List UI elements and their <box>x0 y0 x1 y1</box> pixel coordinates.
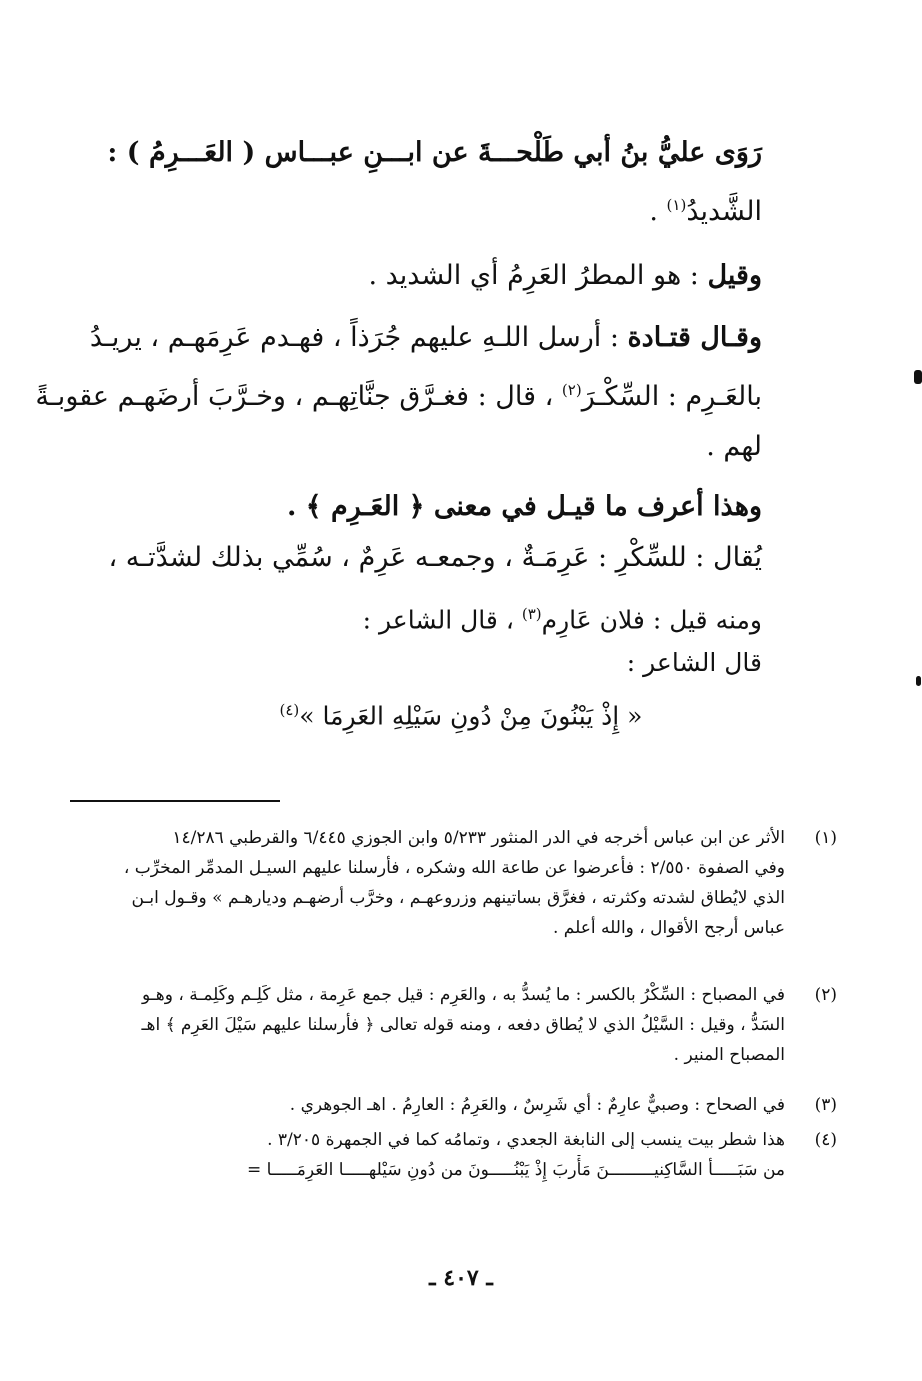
body-line-1 <box>107 133 762 173</box>
footnote-1-line: وفي الصفوة ٢/٥٥٠ : فأعرضوا عن طاعة الله وشكره ، فأرسلنا عليهم السيـل المدمِّر المخرِّب ، <box>123 858 785 878</box>
footnote-4-text <box>75 1125 785 1185</box>
footnote-4-line: هذا شطر بيت ينسب إلى النابغة الجعدي ، وتمامُه كما في الجمهرة ٣/٢٠٥ . <box>267 1130 785 1150</box>
body-line-6 <box>706 427 762 467</box>
body-line-3 <box>368 256 762 296</box>
footnote-1-line: عباس أرجح الأقوال ، والله أعلم . <box>553 918 785 938</box>
footnote-3-number: (٣) <box>814 1095 837 1115</box>
body-line-5 <box>35 370 762 417</box>
footnote-ref-3: (٣) <box>521 605 542 623</box>
footnote-1-line: الأثر عن ابن عباس أخرجه في الدر المنثور ٥/٢٣٣ وابن الجوزي ٦/٤٤٥ والقرطبي ١٤/٢٨٦ <box>172 828 785 848</box>
footnote-3-text <box>75 1090 785 1120</box>
body-line-9 <box>363 594 762 640</box>
line-4-lead: وقـال قتـادة <box>627 322 762 353</box>
verse-quote <box>0 690 922 736</box>
line-5-end: ، قال : فغـرَّق جنَّاتِهـم ، وخـرَّبَ أرضَهـم عقوبـةً <box>35 381 562 412</box>
footnote-1-number: (١) <box>814 828 837 848</box>
line-5-text: بالعَـرِم : السِّكْـرَ <box>581 381 762 412</box>
body-line-8 <box>108 538 762 578</box>
footnote-4-verse: من سَبَـــــأ السَّاكِنيـــــــــنَ مَأْربَ إِذْ يَبْنُـــــونَ من دُونِ سَيْلهـــــا العَرِمَـــــا = <box>246 1160 785 1180</box>
body-line-2 <box>649 185 762 232</box>
footnote-2 <box>75 980 837 1070</box>
footnote-ref-2: (٢) <box>561 381 582 399</box>
page-number: ـ ٤٠٧ ـ <box>429 1265 493 1291</box>
footnote-2-line: السَدُّ ، وقيل : السَّيْلُ الذي لا يُطاق دفعه ، ومنه قوله تعالى ﴿ فأرسلنا عليهم سَيْلَ العَرِم ﴾ اهـ <box>141 1015 785 1035</box>
line-9-end: ، قال الشاعر : <box>362 605 522 635</box>
footnote-3 <box>75 1090 837 1120</box>
footnote-2-text <box>75 980 785 1070</box>
margin-mark <box>916 676 921 686</box>
body-line-7 <box>287 487 762 527</box>
line-8-text: يُقال : للسِّكْرِ : عَرِمَـةٌ ، وجمعـه عَرِمٌ ، سُمِّي بذلك لشدَّتـه ، <box>108 542 762 573</box>
footnote-ref-4: (٤) <box>279 701 300 719</box>
line-7-text: وهذا أعرف ما قيـل في معنى ﴿ العَـرِم ﴾ . <box>286 491 762 522</box>
footnote-1 <box>75 823 837 943</box>
footnote-2-line: المصباح المنير . <box>673 1045 785 1065</box>
verse-text: « إِذْ يَبْنُونَ مِنْ دُونِ سَيْلِهِ العَرِمَا » <box>299 701 643 731</box>
line-10-text: قال الشاعر : <box>626 648 762 677</box>
margin-mark <box>914 370 922 384</box>
footnote-ref-1: (١) <box>666 196 687 214</box>
body-line-4 <box>90 318 762 358</box>
line-4-text: : أرسل اللـهِ عليهم جُرَذاً ، فهـدم عَرِمَهـم ، يريـدُ <box>89 322 628 353</box>
footnote-4-number: (٤) <box>814 1130 837 1150</box>
footnote-2-number: (٢) <box>814 985 837 1005</box>
body-line-10 <box>627 643 762 683</box>
line-9-text: ومنه قيل : فلان عَارِم <box>541 605 762 635</box>
footnote-2-line: في المصباح : السِّكْرُ بالكسر : ما يُسدُّ به ، والعَرِم : قيل جمع عَرِمة ، مثل كَلِـم وكَلِمـة ، وهـو <box>142 985 785 1005</box>
footnote-1-text <box>75 823 785 943</box>
footnote-1-line: الذي لايُطاق لشدته وكثرته ، فغرَّق بساتينهم وزروعهـم ، وخرَّب أرضهـم وديارهـم » وقـول ابـن <box>131 888 785 908</box>
footnote-3-line: في الصحاح : وصبيٌّ عارِمٌ : أي شَرِسٌ ، والعَرِمُ : العارِمُ . اهـ الجوهري . <box>289 1095 785 1115</box>
line-2-text: الشَّديدُ <box>686 196 762 227</box>
footnote-4 <box>75 1125 837 1185</box>
line-3-lead: وقيل <box>707 260 762 291</box>
line-1-text: رَوَى عليُّ بنُ أبي طَلْحـــةَ عن ابـــنِ عبـــاس ( العَـــرِمُ ) : <box>107 137 762 168</box>
line-3-text: : هو المطرُ العَرِمُ أي الشديد . <box>368 260 708 291</box>
line-6-text: لهم . <box>706 431 762 462</box>
line-2-end: . <box>649 196 667 227</box>
footnote-separator <box>70 800 280 802</box>
